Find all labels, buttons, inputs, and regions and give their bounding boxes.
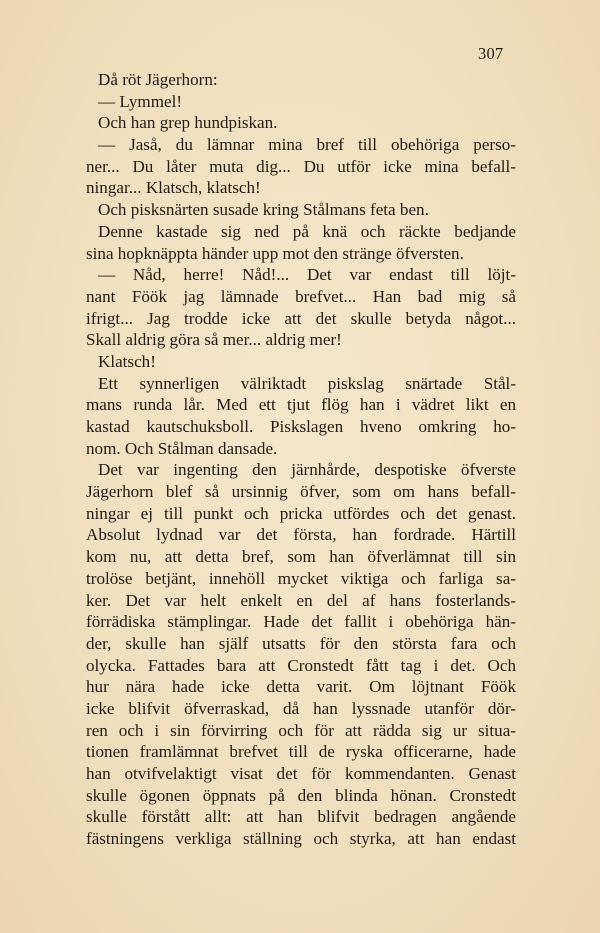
text-line: Och han grep hundpiskan. <box>98 113 278 133</box>
text-line: Skall aldrig göra så mer... aldrig mer! <box>86 330 342 350</box>
text-line: nant Föök jag lämnade brefvet... Han bad mig så <box>86 286 516 306</box>
text-line: icke blifvit öfverraskad, då han lyssnade utanför dör- <box>86 698 516 718</box>
text-line: olycka. Fattades bara att Cronstedt fått tag i det. Och <box>86 655 516 675</box>
text-line: ningar ej till punkt och pricka utfördes och det genast. <box>86 503 516 523</box>
page-number: 307 <box>478 44 504 63</box>
text-line: Denne kastade sig ned på knä och räckte bedjande <box>98 221 516 241</box>
text-line: Och pisksnärten susade kring Stålmans feta ben. <box>98 200 429 220</box>
text-line: — Lymmel! <box>98 91 183 111</box>
body-text <box>86 69 516 850</box>
text-line: förrädiska stämplingar. Hade det fallit i obehöriga hän- <box>86 612 516 632</box>
text-line: nom. Och Stålman dansade. <box>86 438 278 458</box>
text-line: skulle förstått allt: att han blifvit bedragen angående <box>86 807 516 827</box>
text-line: Klatsch! <box>98 351 156 371</box>
text-line: Då röt Jägerhorn: <box>98 70 218 89</box>
text-line: mans runda lår. Med ett tjut flög han i vädret likt en <box>86 395 516 415</box>
text-line: ningar... Klatsch, klatsch! <box>86 178 261 198</box>
text-line: Ett synnerligen välriktadt piskslag snärtade Stål- <box>98 373 516 393</box>
text-line: han otvifvelaktigt visat det för kommendanten. Genast <box>86 764 516 783</box>
text-line: der, skulle han själf utsatts för den största fara och <box>86 633 516 653</box>
text-line: ker. Det var helt enkelt en del af hans fosterlands- <box>86 590 516 610</box>
text-line: — Nåd, herre! Nåd!... Det var endast till löjt- <box>98 265 516 285</box>
text-line: trolöse betjänt, innehöll mycket viktiga och farliga sa- <box>86 568 516 588</box>
text-line: ifrigt... Jag trodde icke att det skulle betyda något... <box>86 308 516 328</box>
text-line: tionen framlämnat brefvet till de ryska officerarne, hade <box>86 742 516 762</box>
text-line: ner... Du låter muta dig... Du utför icke mina befall- <box>86 156 516 176</box>
text-line: Absolut lydnad var det första, han fordrade. Härtill <box>86 525 516 545</box>
text-line: Jägerhorn blef så ursinnig öfver, som om hans befall- <box>86 482 516 502</box>
text-line: sina hopknäppta händer upp mot den stränge öfversten. <box>86 243 464 263</box>
text-line: hur nära hade icke detta varit. Om löjtnant Föök <box>86 677 516 697</box>
text-line: kom nu, att detta bref, som han öfverlämnat till sin <box>86 547 516 567</box>
text-line: — Jaså, du lämnar mina bref till obehöriga perso- <box>98 135 516 155</box>
text-line: fästningens verkliga ställning och styrka, att han endast <box>86 829 516 849</box>
text-line: ren och i sin förvirring och för att rädda sig ur situa- <box>86 720 516 740</box>
text-line: Det var ingenting den järnhårde, despotiske öfverste <box>98 460 516 480</box>
text-line: skulle ögonen öppnats på den blinda hönan. Cronstedt <box>86 785 516 805</box>
text-line: kastad kautschuksboll. Piskslagen hveno omkring ho- <box>86 417 516 436</box>
